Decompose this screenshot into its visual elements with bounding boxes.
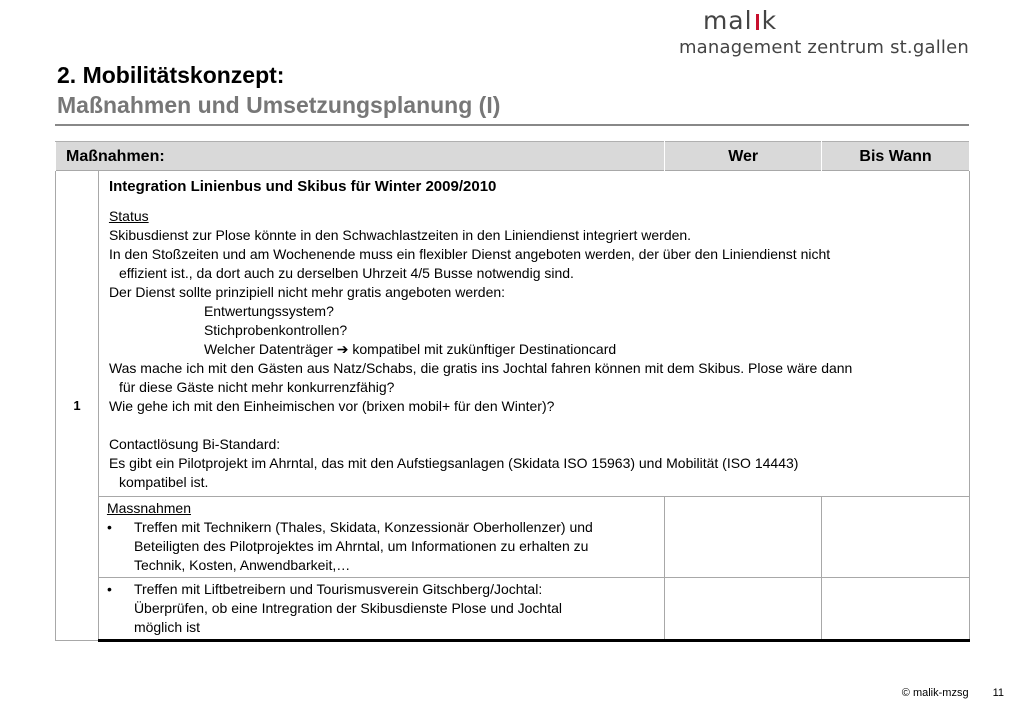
slide-title [57,60,500,120]
measures-table [55,141,970,642]
title-divider [55,124,969,126]
status-line: Der Dienst sollte prinzipiell nicht mehr gratis angeboten werden: [108,284,506,300]
logo-subtitle: management zentrum st.gallen [678,37,969,58]
item-title: Integration Linienbus und Skibus für Winter 2009/2010 [108,178,497,195]
status-line: Es gibt ein Pilotprojekt im Ahrntal, das mit den Aufstiegsanlagen (Skidata ISO 15963) und Mobilität (ISO 14443) [108,455,799,471]
status-line-part: kompatibel mit zukünftiger Destinationcard [352,341,617,357]
status-line: Wie gehe ich mit den Einheimischen vor (brixen mobil+ für den Winter)? [108,398,555,414]
status-line [109,340,959,359]
bullet-line: möglich ist [133,619,201,635]
header-bis-wann: Bis Wann [822,142,970,171]
bullet-line: Überprüfen, ob eine Intregration der Skibusdienste Plose und Jochtal [133,600,562,616]
status-heading: Status [108,208,149,224]
logo-red-bar [756,14,759,30]
logo-brand: mal k [702,6,778,35]
bullet-line: Technik, Kosten, Anwendbarkeit,… [133,557,351,573]
status-line: Entwertungssystem? [203,303,334,319]
status-line: effizient ist., da dort auch zu derselben Uhrzeit 4/5 Busse notwendig sind. [118,265,574,281]
table-row [56,578,970,641]
table-row [56,497,970,578]
measures-cell [98,497,664,578]
row-number: 1 [56,171,99,641]
status-line: für diese Gäste nicht mehr konkurrenzfähig? [118,379,395,395]
status-line: Contactlösung Bi-Standard: [108,436,281,452]
wer-cell [665,578,822,641]
status-line: Stichprobenkontrollen? [203,322,348,338]
status-line-part: Welcher Datenträger [203,341,333,357]
spacer [109,416,959,435]
bullet-line: Treffen mit Liftbetreibern und Tourismusverein Gitschberg/Jochtal: [133,581,543,597]
bis-wann-cell [822,578,970,641]
measures-cell [98,578,664,641]
status-line: In den Stoßzeiten und am Wochenende muss ein flexibler Dienst angeboten werden, der über den Liniendienst nicht [108,246,831,262]
slide-title-line2: Maßnahmen und Umsetzungsplanung (I) [57,92,501,118]
wer-cell [665,497,822,578]
bis-wann-cell [822,497,970,578]
slide-title-line1: 2. Mobilitätskonzept: [57,62,285,88]
malik-logo [679,6,969,59]
page-number: 11 [992,687,1004,699]
table-row [56,171,970,497]
list-item [107,518,656,575]
status-line: Skibusdienst zur Plose könnte in den Schwachlastzeiten in den Liniendienst integriert werden. [108,227,692,243]
header-massnahmen: Maßnahmen: [56,142,665,171]
bullet-line: Beteiligten des Pilotprojektes im Ahrntal, um Informationen zu erhalten zu [133,538,589,554]
bullet-line: Treffen mit Technikern (Thales, Skidata, Konzessionär Oberhollenzer) und [133,519,593,535]
bullet-icon: • [106,519,112,535]
list-item [107,580,656,637]
status-line: kompatibel ist. [118,474,209,490]
massnahmen-heading: Massnahmen [106,500,191,516]
header-wer: Wer [665,142,822,171]
bullet-icon: • [106,581,112,597]
arrow-right-icon: ➔ [336,341,349,357]
status-line: Was mache ich mit den Gästen aus Natz/Schabs, die gratis ins Jochtal fahren können mit dem Skibus. Plose wäre dann [108,360,853,376]
table-header-row [56,142,970,171]
status-cell [98,171,969,497]
copyright: © malik-mzsg [901,687,969,699]
footer [902,687,1004,699]
